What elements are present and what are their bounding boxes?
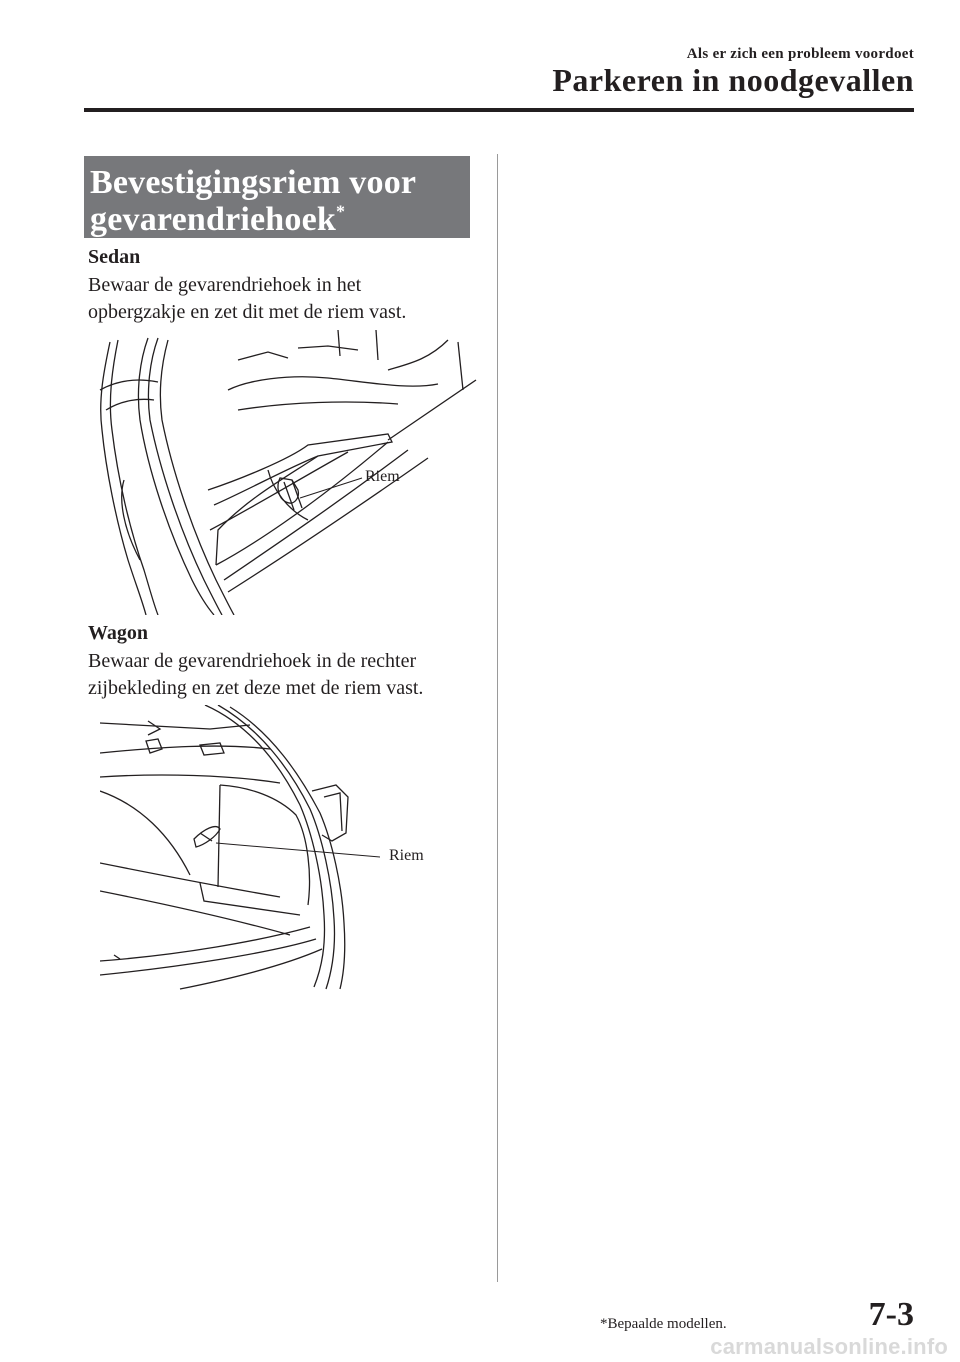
column-divider: [497, 154, 498, 1282]
section-title: [90, 164, 416, 238]
sedan-trunk-illustration: [88, 330, 478, 615]
wagon-callout-riem: Riem: [389, 847, 424, 864]
wagon-description-line1: Bewaar de gevarendriehoek in de rechter: [88, 650, 417, 672]
page-number: 7-3: [868, 1296, 914, 1333]
section-title-line2: gevarendriehoek: [90, 201, 337, 238]
footnote-marker: *: [336, 201, 346, 222]
section-title-line1: Bevestigingsriem voor: [90, 164, 417, 201]
watermark: carmanualsonline.info: [710, 1334, 948, 1359]
section-title-bar: [84, 156, 470, 238]
sedan-callout-riem: Riem: [365, 468, 400, 485]
wagon-cargo-illustration: [100, 705, 380, 990]
wagon-heading: Wagon: [88, 622, 149, 644]
footnote: *Bepaalde modellen.: [600, 1316, 727, 1332]
sedan-description-line1: Bewaar de gevarendriehoek in het: [88, 274, 362, 296]
chapter-label: Als er zich een probleem voordoet: [686, 46, 914, 62]
page-title: Parkeren in noodgevallen: [552, 62, 914, 98]
header-rule: [84, 108, 914, 112]
sedan-heading: Sedan: [88, 246, 141, 268]
sedan-description: [88, 272, 488, 326]
wagon-description-line2: zijbekleding en zet deze met de riem vast.: [88, 677, 424, 699]
sedan-description-line2: opbergzakje en zet dit met de riem vast.: [88, 301, 407, 323]
wagon-description: [88, 648, 488, 702]
